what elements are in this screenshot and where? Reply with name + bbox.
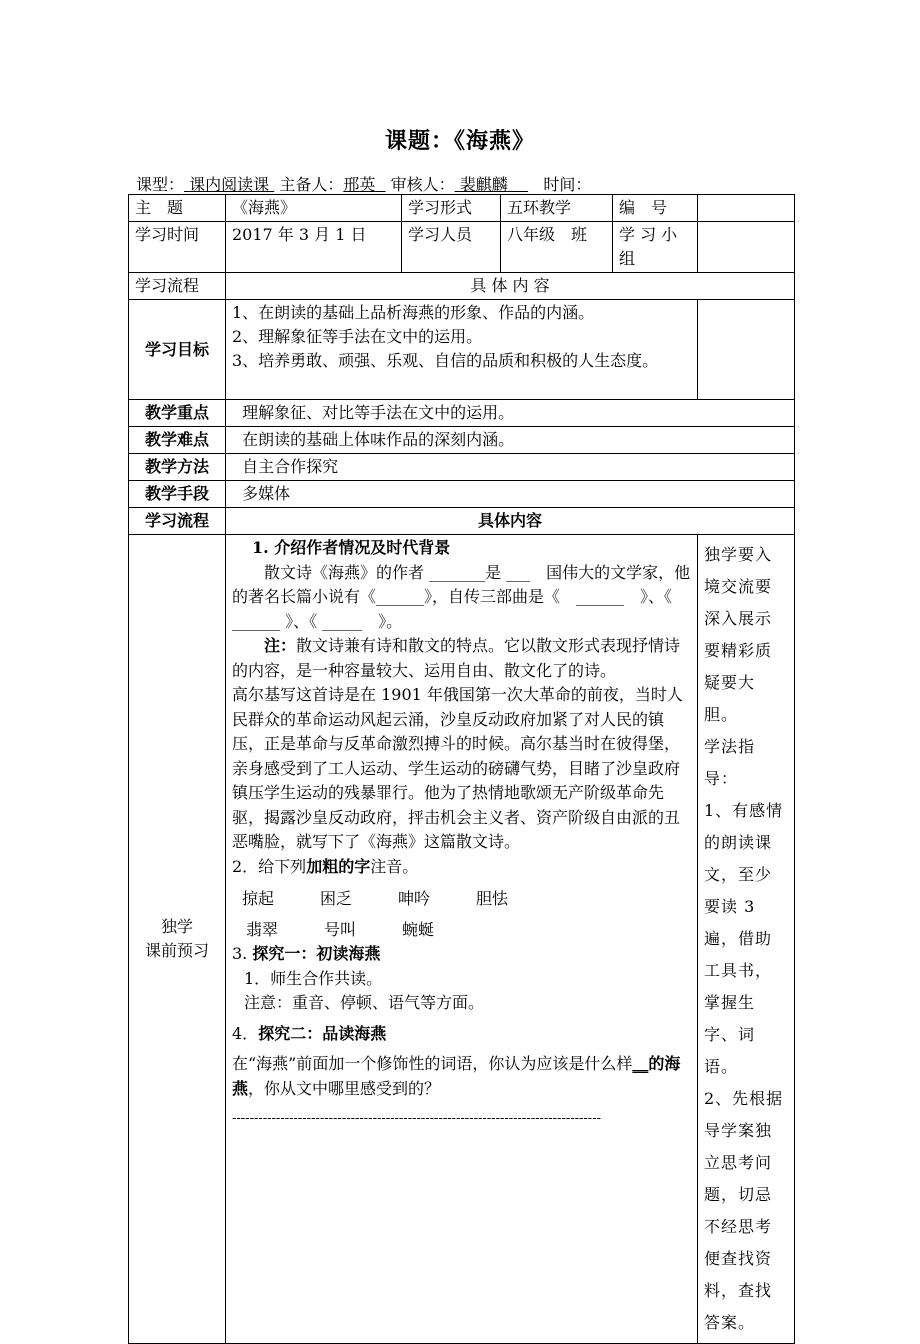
review-value: 裴麒麟 xyxy=(459,175,508,194)
topic-value: 《海燕》 xyxy=(226,195,402,222)
content-label-2: 具体内容 xyxy=(226,508,795,535)
num-value[interactable] xyxy=(698,195,795,222)
goals-note xyxy=(698,300,795,400)
time-value: 2017 年 3 月 1 日 xyxy=(226,222,402,273)
pinyin-row xyxy=(232,918,691,943)
people-value: 八年级 班 xyxy=(501,222,613,273)
main-content xyxy=(226,535,698,1344)
review-label: 审核人： xyxy=(390,175,455,194)
paragraph-background: 高尔基写这首诗是在 1901 年俄国第一次大革命的前夜，当时人民群众的革命运动风起云涌，沙皇反动政府加紧了对人民的镇压，正是革命与反革命激烈搏斗的时候。高尔基当时在彼得堡，亲身感受到了工人运动、学生运动的磅礴气势，目睹了沙皇政府镇压学生运动的残暴罪行。他为了热情地歌颂无产阶级革命先驱，揭露沙皇反动政府，抨击机会主义者、资产阶级自由派的丑恶嘴脸，就写下了《海燕》这篇散文诗。 xyxy=(232,685,683,851)
row-value: 理解象征、对比等手法在文中的运用。 xyxy=(226,400,795,427)
answer-line[interactable]: ------------------------------------------------------------------------------------ xyxy=(232,1111,601,1126)
type-value: 课内阅读课 xyxy=(189,175,270,194)
heading-pinyin: 2．给下列加粗的字注音。 xyxy=(232,856,419,876)
side-guide-item: 1、有感情的朗读课文，至少要读 3 遍，借助工具书，掌握生字、词语。 xyxy=(704,801,784,1076)
time-label: 时间： xyxy=(543,175,592,194)
people-label: 学习人员 xyxy=(402,222,501,273)
side-guide-item: 2、先根据导学案独立思考问题，切忌不经思考便查找资料，查找答案。 xyxy=(704,1089,784,1332)
pinyin-word: 蜿蜒 xyxy=(402,919,435,939)
prep-label: 主备人： xyxy=(279,175,344,194)
side-intro: 独学要入境交流要深入展示要精彩质疑要大胆。 xyxy=(704,545,773,724)
row-value: 在朗读的基础上体味作品的深刻内涵。 xyxy=(226,427,795,454)
goal-item: 2、理解象征等手法在文中的运用。 xyxy=(232,327,483,346)
type-label: 课型： xyxy=(136,175,185,194)
paragraph-note: 注：散文诗兼有诗和散文的特点。它以散文形式表现抒情诗的内容，是一种容量较大、运用自由、散文化了的诗。 xyxy=(232,636,681,680)
content-label: 具 体 内 容 xyxy=(226,273,795,300)
section-label: 独学 课前预习 xyxy=(129,535,226,1344)
goal-item: 1、在朗读的基础上品析海燕的形象、作品的内涵。 xyxy=(232,303,595,322)
row-value: 多媒体 xyxy=(226,481,795,508)
row-label: 教学难点 xyxy=(129,427,226,454)
paragraph-author: 散文诗《海燕》的作者 _______是 ___ 国伟大的文学家，他的著名长篇小说有《______》，自传三部曲是《 ______ 》、《 ______ 》、《 _____ 》。 xyxy=(232,562,691,631)
prep-value: 邢英 xyxy=(343,175,376,194)
goals-label: 学习目标 xyxy=(129,300,226,400)
note-label: 注： xyxy=(264,636,297,655)
group-label: 学 习 小 组 xyxy=(613,222,698,273)
explore-2-question: 在“海燕”前面加一个修饰性的词语，你认为应该是什么样__的海燕，你从文中哪里感受到的？ xyxy=(232,1054,681,1098)
flow-label: 学习流程 xyxy=(129,273,226,300)
meta-line xyxy=(136,172,591,195)
flow-label-2: 学习流程 xyxy=(129,508,226,535)
heading-author: 1. 介绍作者情况及时代背景 xyxy=(252,538,451,557)
lesson-plan-table xyxy=(128,194,795,1344)
time-label: 学习时间 xyxy=(129,222,226,273)
topic-label: 主 题 xyxy=(129,195,226,222)
side-notes xyxy=(698,535,795,1344)
pinyin-word: 号叫 xyxy=(324,919,357,939)
goals-list xyxy=(226,300,698,400)
page-title: 课题：《海燕》 xyxy=(384,128,535,154)
pinyin-word: 困乏 xyxy=(320,889,353,908)
row-value: 自主合作探究 xyxy=(226,454,795,481)
row-label: 教学重点 xyxy=(129,400,226,427)
pinyin-row xyxy=(232,887,691,912)
pinyin-word: 翡翠 xyxy=(246,919,279,939)
num-label: 编 号 xyxy=(613,195,698,222)
pinyin-word: 掠起 xyxy=(242,889,275,908)
explore-1-step: 1．师生合作共读。 xyxy=(244,968,383,988)
explore-1-note: 注意：重音、停顿、语气等方面。 xyxy=(244,993,485,1012)
goal-item: 3、培养勇敢、顽强、乐观、自信的品质和积极的人生态度。 xyxy=(232,351,659,370)
group-value[interactable] xyxy=(698,222,795,273)
pinyin-word: 胆怯 xyxy=(476,889,509,908)
row-label: 教学方法 xyxy=(129,454,226,481)
form-label: 学习形式 xyxy=(402,195,501,222)
row-label: 教学手段 xyxy=(129,481,226,508)
heading-explore-2: 4．探究二：品读海燕 xyxy=(232,1023,387,1043)
heading-explore-1: 3. 探究一：初读海燕 xyxy=(232,944,381,963)
form-value: 五环教学 xyxy=(501,195,613,222)
pinyin-word: 呻吟 xyxy=(398,889,431,908)
side-guide-title: 学法指导： xyxy=(704,737,756,788)
